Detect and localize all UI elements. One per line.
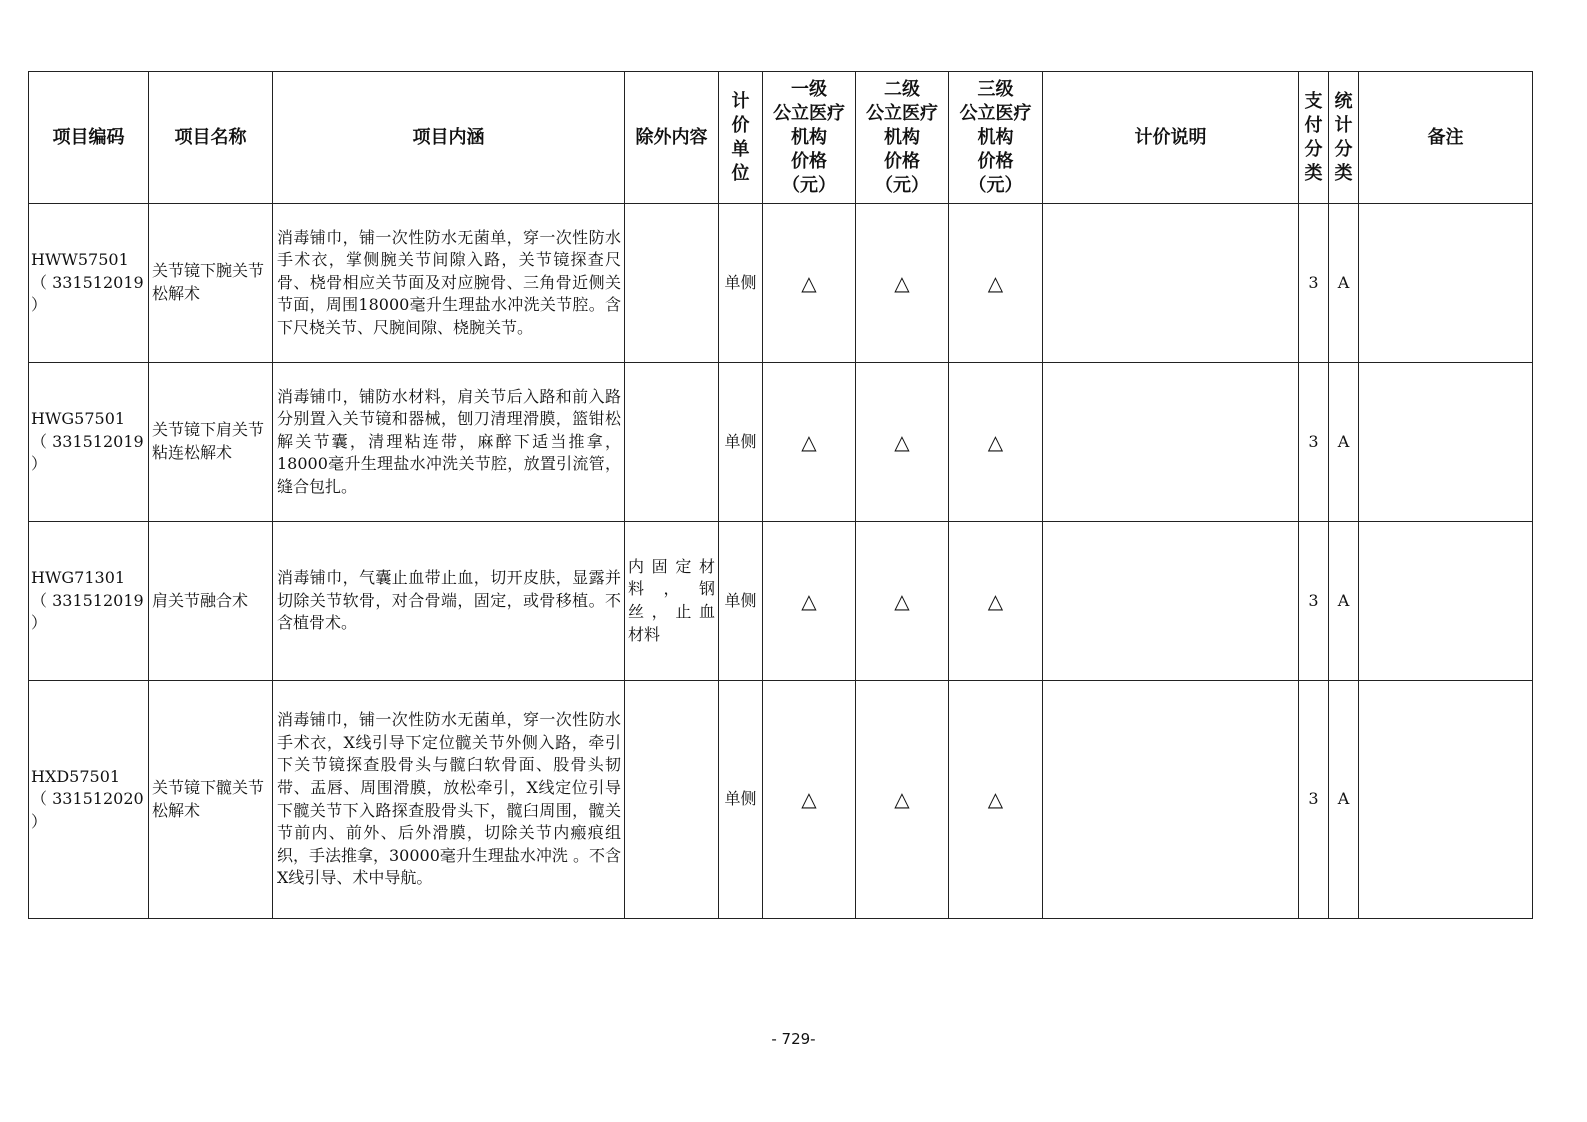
cell-code: HWW57501 （ 331512019 ） bbox=[29, 204, 149, 363]
cell-price-level2: △ bbox=[856, 363, 949, 522]
cell-pricing-note bbox=[1043, 204, 1299, 363]
cell-content: 消毒铺巾，气囊止血带止血，切开皮肤，显露并切除关节软骨，对合骨端，固定，或骨移植。不含植骨术。 bbox=[273, 522, 625, 681]
cell-unit: 单侧 bbox=[719, 681, 763, 919]
cell-stat-class: A bbox=[1329, 522, 1359, 681]
cell-code: HXD57501 （ 331512020 ） bbox=[29, 681, 149, 919]
cell-name: 肩关节融合术 bbox=[149, 522, 273, 681]
cell-payment-class: 3 bbox=[1299, 363, 1329, 522]
header-stat-class: 统计分类 bbox=[1329, 72, 1359, 204]
cell-unit: 单侧 bbox=[719, 204, 763, 363]
header-content: 项目内涵 bbox=[273, 72, 625, 204]
header-payment-class: 支付分类 bbox=[1299, 72, 1329, 204]
cell-price-level2: △ bbox=[856, 522, 949, 681]
cell-price-level3: △ bbox=[949, 522, 1043, 681]
cell-exclusions bbox=[625, 681, 719, 919]
cell-code: HWG57501 （ 331512019 ） bbox=[29, 363, 149, 522]
header-row bbox=[29, 72, 1533, 204]
cell-price-level2: △ bbox=[856, 681, 949, 919]
header-code: 项目编码 bbox=[29, 72, 149, 204]
cell-pricing-note bbox=[1043, 363, 1299, 522]
cell-payment-class: 3 bbox=[1299, 522, 1329, 681]
header-price-level2: 二级 公立医疗 机构 价格 （元） bbox=[856, 72, 949, 204]
cell-remarks bbox=[1359, 522, 1533, 681]
cell-price-level1: △ bbox=[763, 522, 856, 681]
cell-unit: 单侧 bbox=[719, 363, 763, 522]
header-price-level1: 一级 公立医疗 机构 价格 （元） bbox=[763, 72, 856, 204]
cell-remarks bbox=[1359, 204, 1533, 363]
cell-name: 关节镜下肩关节粘连松解术 bbox=[149, 363, 273, 522]
cell-payment-class: 3 bbox=[1299, 681, 1329, 919]
cell-price-level1: △ bbox=[763, 363, 856, 522]
cell-price-level1: △ bbox=[763, 681, 856, 919]
cell-pricing-note bbox=[1043, 522, 1299, 681]
cell-price-level3: △ bbox=[949, 204, 1043, 363]
cell-price-level3: △ bbox=[949, 681, 1043, 919]
cell-content: 消毒铺巾，铺防水材料，肩关节后入路和前入路分别置入关节镜和器械，刨刀清理滑膜，篮钳松解关节囊，清理粘连带，麻醉下适当推拿，18000毫升生理盐水冲洗关节腔，放置引流管，缝合包扎。 bbox=[273, 363, 625, 522]
cell-stat-class: A bbox=[1329, 681, 1359, 919]
header-price-level3: 三级 公立医疗 机构 价格 （元） bbox=[949, 72, 1043, 204]
cell-exclusions bbox=[625, 363, 719, 522]
cell-content: 消毒铺巾，铺一次性防水无菌单，穿一次性防水手术衣，掌侧腕关节间隙入路，关节镜探查尺骨、桡骨相应关节面及对应腕骨、三角骨近侧关节面，周围18000毫升生理盐水冲洗关节腔。含下尺桡关节、尺腕间隙、桡腕关节。 bbox=[273, 204, 625, 363]
cell-price-level2: △ bbox=[856, 204, 949, 363]
header-unit: 计价单位 bbox=[719, 72, 763, 204]
cell-payment-class: 3 bbox=[1299, 204, 1329, 363]
cell-stat-class: A bbox=[1329, 204, 1359, 363]
table-row bbox=[29, 681, 1533, 919]
cell-content: 消毒铺巾，铺一次性防水无菌单，穿一次性防水手术衣，X线引导下定位髋关节外侧入路，牵引下关节镜探查股骨头与髋臼软骨面、股骨头韧带、盂唇、周围滑膜，放松牵引，X线定位引导下髋关节下入路探查股骨头下，髋臼周围，髋关节前内、前外、后外滑膜，切除关节内瘢痕组织，手法推拿，30000毫升生理盐水冲洗 。不含X线引导、术中导航。 bbox=[273, 681, 625, 919]
cell-name: 关节镜下髋关节松解术 bbox=[149, 681, 273, 919]
cell-stat-class: A bbox=[1329, 363, 1359, 522]
header-remarks: 备注 bbox=[1359, 72, 1533, 204]
cell-unit: 单侧 bbox=[719, 522, 763, 681]
cell-remarks bbox=[1359, 681, 1533, 919]
fee-schedule-table bbox=[28, 71, 1533, 919]
cell-remarks bbox=[1359, 363, 1533, 522]
table-row bbox=[29, 204, 1533, 363]
cell-pricing-note bbox=[1043, 681, 1299, 919]
cell-code: HWG71301 （ 331512019 ） bbox=[29, 522, 149, 681]
header-name: 项目名称 bbox=[149, 72, 273, 204]
header-pricing-note: 计价说明 bbox=[1043, 72, 1299, 204]
table-row bbox=[29, 522, 1533, 681]
cell-exclusions: 内固定材 料，钢 丝，止血 材料 bbox=[625, 522, 719, 681]
cell-exclusions bbox=[625, 204, 719, 363]
header-exclusions: 除外内容 bbox=[625, 72, 719, 204]
cell-name: 关节镜下腕关节松解术 bbox=[149, 204, 273, 363]
cell-price-level3: △ bbox=[949, 363, 1043, 522]
table-row bbox=[29, 363, 1533, 522]
page-number: - 729- bbox=[771, 1030, 816, 1048]
cell-price-level1: △ bbox=[763, 204, 856, 363]
